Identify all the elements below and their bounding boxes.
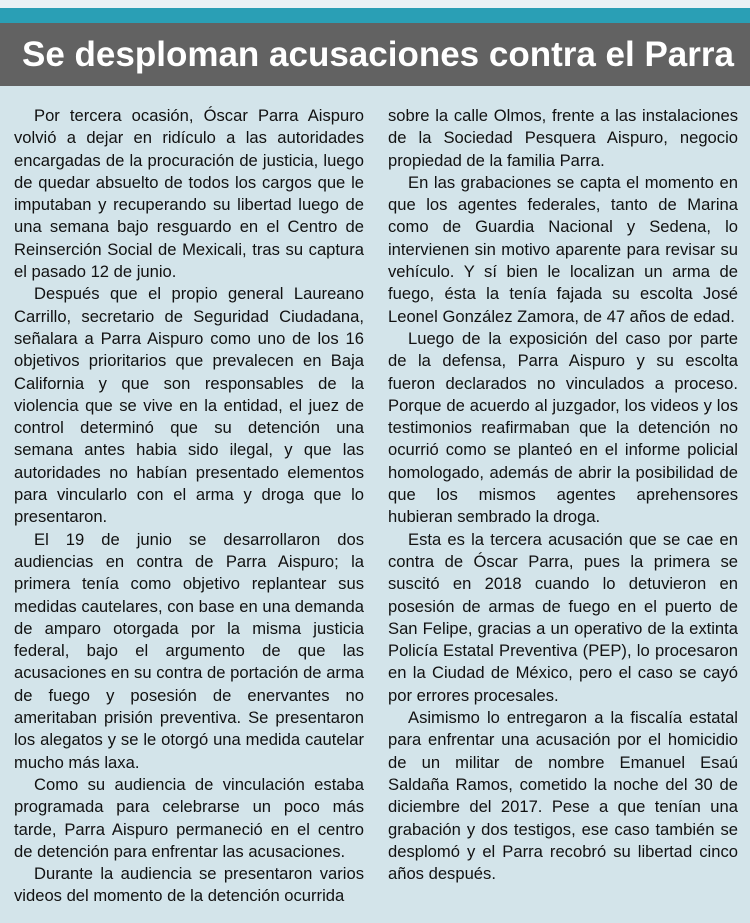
paragraph: Como su audiencia de vinculación estaba programada para celebrarse un poco más tarde, Parra Aispuro permaneció en el centro de detención para enfrentar las acusaciones.	[14, 774, 364, 861]
paragraph: Durante la audiencia se presentaron varios videos del momento de la detención ocurrida	[14, 864, 364, 906]
paragraph: Esta es la tercera acusación que se cae en contra de Óscar Parra, pues la primera se suscitó en 2018 cuando lo detuvieron en posesión de armas de fuego en el puerto de San Felipe, gracias a un operativo de la extinta Policía Estatal Preventiva (PEP), lo procesaron en la Ciudad de México, pero el caso se cayó por errores procesales.	[388, 529, 738, 705]
article-body	[14, 105, 738, 917]
headline: Se desploman acusaciones contra el Parra	[22, 34, 734, 74]
paragraph: Por tercera ocasión, Óscar Parra Aispuro volvió a dejar en ridículo a las autoridades encargadas de la procuración de justicia, luego de quedar absuelto de todos los cargos que le imputaban y recuperando su libertad luego de una semana bajo resguardo en el Centro de Reinserción Social de Mexicali, tras su captura el pasado 12 de junio.	[14, 106, 364, 282]
right-column	[388, 105, 738, 917]
paragraph: Luego de la exposición del caso por parte de la defensa, Parra Aispuro y su escolta fueron declarados no vinculados a proceso. Porque de acuerdo al juzgador, los videos y los testimonios reafirmaban que la detención no ocurrió como se planteó en el informe policial homologado, además de abrir la posibilidad de que los mismos agentes aprehensores hubieran sembrado la droga.	[388, 328, 738, 527]
paragraph: Después que el propio general Laureano Carrillo, secretario de Seguridad Ciudadana, señalara a Parra Aispuro como uno de los 16 objetivos prioritarios que prevalecen en Baja California y que son responsables de la violencia que se vive en la entidad, el juez de control determinó que su detención una semana antes habia sido ilegal, y que las autoridades no habían presentado elementos para vincularlo con el arma y droga que lo presentaron.	[14, 284, 364, 527]
accent-stripe	[0, 0, 750, 23]
paragraph: Asimismo lo entregaron a la fiscalía estatal para enfrentar una acusación por el homicidio de un militar de nombre Emanuel Esaú Saldaña Ramos, cometido la noche del 30 de diciembre del 2017. Pese a que tenían una grabación y dos testigos, ese caso también se desplomó y el Parra recobró su libertad cinco años después.	[388, 708, 738, 884]
paragraph: En las grabaciones se capta el momento en que los agentes federales, tanto de Marina como de Guardia Nacional y Sedena, lo intervienen sin motivo aparente para revisar su vehículo. Y sí bien le localizan un arma de fuego, ésta la tenía fajada su escolta José Leonel González Zamora, de 47 años de edad.	[388, 172, 738, 326]
paragraph: El 19 de junio se desarrollaron dos audiencias en contra de Parra Aispuro; la primera tenía como objetivo replantear sus medidas cautelares, con base en una demanda de amparo otorgada por la misma justicia federal, bajo el argumento de que las acusaciones en su contra de portación de arma de fuego y posesión de enervantes no ameritaban prisión preventiva. Se presentaron los alegatos y se le otorgó una medida cautelar mucho más laxa.	[14, 529, 364, 772]
headline-banner	[0, 23, 750, 86]
paragraph-continuation: sobre la calle Olmos, frente a las instalaciones de la Sociedad Pesquera Aispuro, negocio propiedad de la familia Parra.	[388, 106, 738, 170]
left-column	[14, 105, 364, 917]
